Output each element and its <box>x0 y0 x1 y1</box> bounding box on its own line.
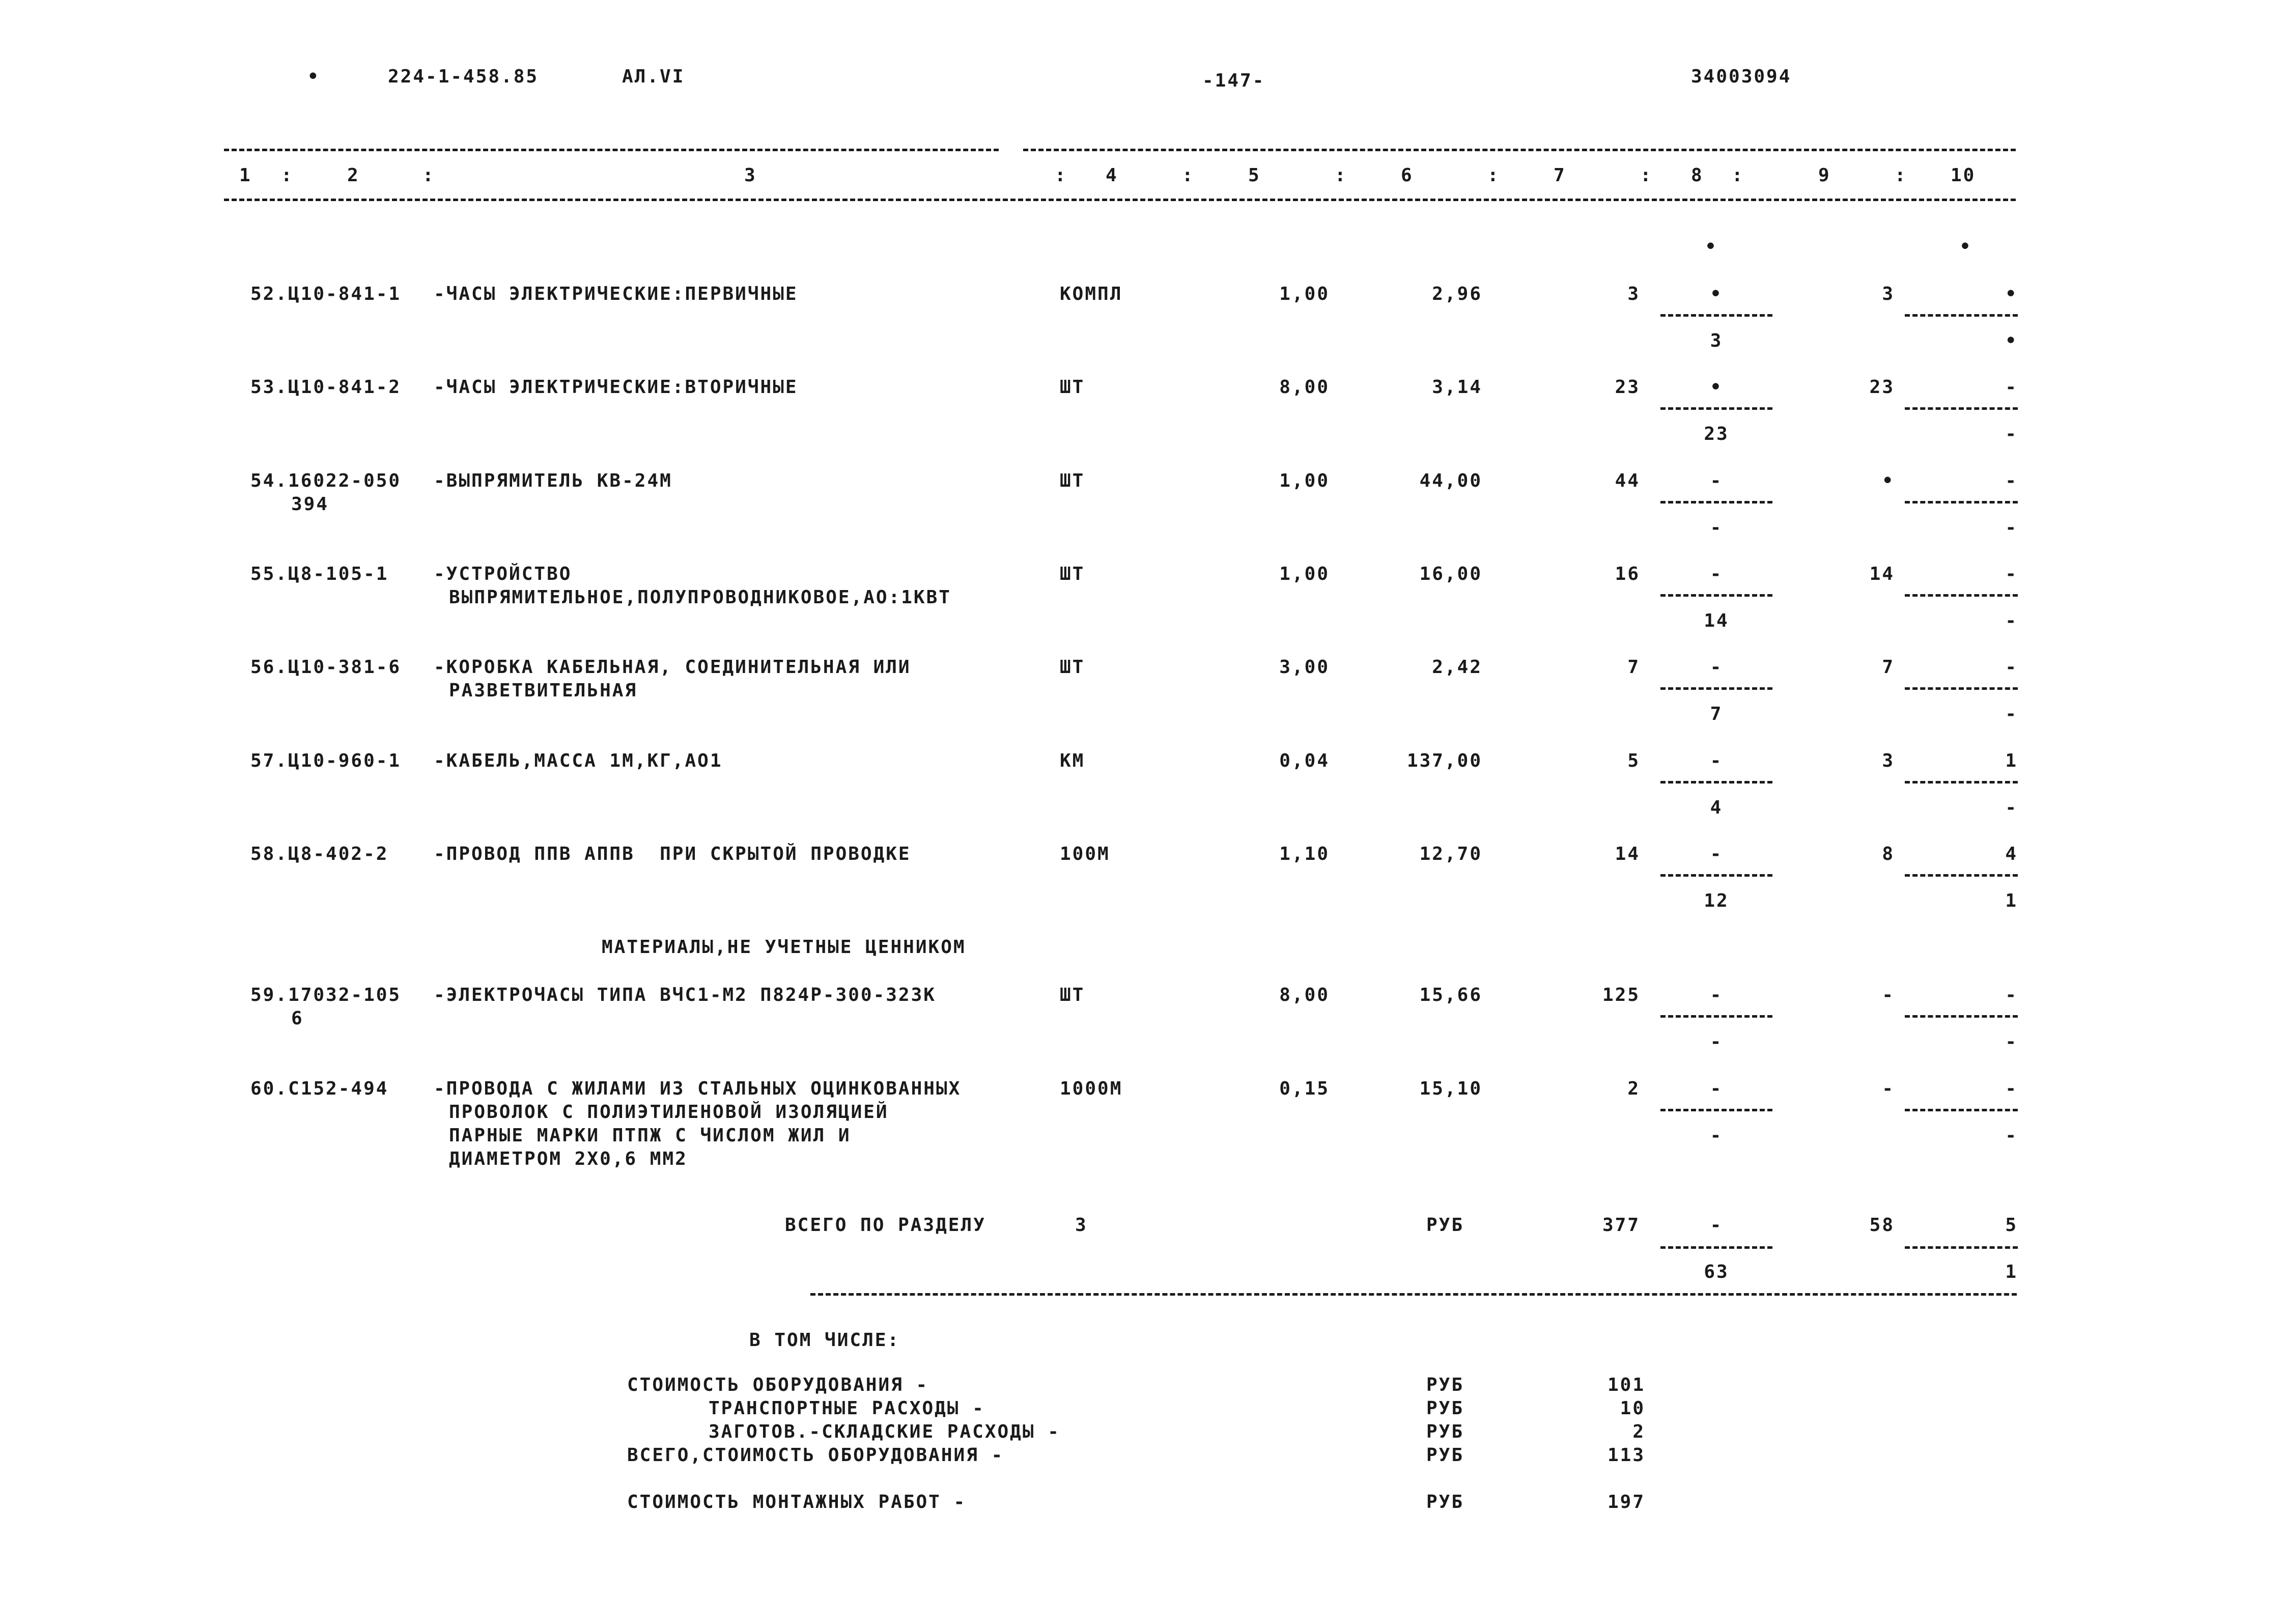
item-col10-bottom: - <box>2005 610 2018 631</box>
item-unit-price: 16,00 <box>1419 564 1482 584</box>
item-name-line: -ЧАСЫ ЭЛЕКТРИЧЕСКИЕ:ПЕРВИЧНЫЕ <box>434 284 798 304</box>
page-number: -147- <box>1202 70 1265 91</box>
summary-warehouse-label: ЗАГОТОВ.-СКЛАДСКИЕ РАСХОДЫ - <box>709 1421 1060 1442</box>
item-col9: 3 <box>1882 750 1895 771</box>
item-code-suffix: 394 <box>291 494 329 515</box>
item-col10-bottom: - <box>2005 1031 2018 1052</box>
item-name-line: -ЭЛЕКТРОЧАСЫ ТИПА ВЧС1-М2 П824Р-300-323К <box>434 985 936 1005</box>
item-col8-bottom: 3 <box>1710 330 1723 351</box>
item-name-line: РАЗВЕТВИТЕЛЬНАЯ <box>449 680 638 701</box>
summary-equipment-cost-label: СТОИМОСТЬ ОБОРУДОВАНИЯ - <box>627 1375 929 1395</box>
item-col10-top: - <box>2005 470 2018 491</box>
item-name-line: ДИАМЕТРОМ 2Х0,6 ММ2 <box>449 1149 688 1169</box>
summary-installation-value: 197 <box>1607 1492 1645 1513</box>
item-col10-bottom: - <box>2005 1125 2018 1146</box>
fraction-line <box>1905 594 2018 597</box>
column-separator: : <box>1640 165 1653 186</box>
item-code: 60.С152-494 <box>250 1078 389 1099</box>
item-name-line: -ВЫПРЯМИТЕЛЬ КВ-24М <box>434 470 672 491</box>
item-code: 53.Ц10-841-2 <box>250 377 402 398</box>
item-name-line: -ПРОВОДА С ЖИЛАМИ ИЗ СТАЛЬНЫХ ОЦИНКОВАННЫХ <box>434 1078 962 1099</box>
summary-installation-unit: РУБ <box>1426 1492 1464 1513</box>
fraction-line <box>1905 874 2018 877</box>
fraction-line <box>1660 501 1772 503</box>
item-unit-price: 137,00 <box>1406 750 1482 771</box>
fraction-line <box>1660 407 1772 410</box>
item-col9: 23 <box>1869 377 1895 398</box>
fraction-line <box>1905 1109 2018 1111</box>
item-unit: ШТ <box>1060 470 1085 491</box>
item-total: 125 <box>1602 985 1640 1005</box>
column-separator: : <box>422 165 435 186</box>
item-name-line: -КАБЕЛЬ,МАССА 1М,КГ,АО1 <box>434 750 723 771</box>
column-separator: : <box>1182 165 1195 186</box>
summary-transport-label: ТРАНСПОРТНЫЕ РАСХОДЫ - <box>709 1398 985 1419</box>
item-unit-price: 15,10 <box>1419 1078 1482 1099</box>
fraction-line <box>1905 407 2018 410</box>
fraction-line <box>1905 1015 2018 1018</box>
item-col10-top: - <box>2005 657 2018 678</box>
item-code: 55.Ц8-105-1 <box>250 564 389 584</box>
item-col10-bottom: 1 <box>2005 890 2018 911</box>
section-total-sum: 377 <box>1602 1215 1640 1236</box>
item-total: 5 <box>1627 750 1640 771</box>
item-code-suffix: 6 <box>291 1008 304 1029</box>
fraction-line <box>1660 314 1772 317</box>
item-col10-top: - <box>2005 564 2018 584</box>
column-10-top-mark: • <box>1959 236 1972 257</box>
item-col8-bottom: 4 <box>1710 797 1723 818</box>
item-col8-bottom: - <box>1710 1031 1723 1052</box>
item-col8-bottom: 12 <box>1704 890 1729 911</box>
item-name-line: -КОРОБКА КАБЕЛЬНАЯ, СОЕДИНИТЕЛЬНАЯ ИЛИ <box>434 657 911 678</box>
item-quantity: 0,15 <box>1279 1078 1330 1099</box>
header-top-rule-right <box>1023 149 2016 151</box>
fraction-line <box>1905 687 2018 690</box>
item-col9: - <box>1882 985 1895 1005</box>
item-col8-bottom: 7 <box>1710 704 1723 724</box>
column-number-2: 2 <box>347 165 360 186</box>
summary-equipment-total-label: ВСЕГО,СТОИМОСТЬ ОБОРУДОВАНИЯ - <box>627 1445 1004 1466</box>
item-total: 3 <box>1627 284 1640 304</box>
item-unit-price: 2,96 <box>1432 284 1482 304</box>
item-col8-bottom: 14 <box>1704 610 1729 631</box>
item-unit-price: 3,14 <box>1432 377 1482 398</box>
summary-transport-value: 10 <box>1620 1398 1645 1419</box>
fraction-line <box>1905 781 2018 783</box>
column-separator: : <box>1055 165 1067 186</box>
column-separator: : <box>1732 165 1744 186</box>
fraction-line <box>1660 874 1772 877</box>
section-total-number: 3 <box>1075 1215 1088 1236</box>
item-col10-top: - <box>2005 377 2018 398</box>
column-number-10: 10 <box>1951 165 1976 186</box>
item-col8-bottom: 23 <box>1704 424 1729 444</box>
item-col8-top: - <box>1710 470 1723 491</box>
item-unit-price: 15,66 <box>1419 985 1482 1005</box>
fraction-line <box>1905 501 2018 503</box>
item-code: 58.Ц8-402-2 <box>250 844 389 864</box>
fraction-line <box>1660 1015 1772 1018</box>
album-number: АЛ.VI <box>622 66 685 87</box>
item-name-line: -ЧАСЫ ЭЛЕКТРИЧЕСКИЕ:ВТОРИЧНЫЕ <box>434 377 798 398</box>
item-col9: • <box>1882 470 1895 491</box>
item-unit: 100М <box>1060 844 1110 864</box>
item-unit: 1000М <box>1060 1078 1123 1099</box>
item-unit: КОМПЛ <box>1060 284 1123 304</box>
column-number-7: 7 <box>1554 165 1566 186</box>
item-col8-bottom: - <box>1710 517 1723 538</box>
section-total-col10-bottom: 1 <box>2005 1262 2018 1282</box>
item-quantity: 8,00 <box>1279 377 1330 398</box>
item-name-line: ВЫПРЯМИТЕЛЬНОЕ,ПОЛУПРОВОДНИКОВОЕ,АО:1КВТ <box>449 587 951 608</box>
item-col10-bottom: - <box>2005 797 2018 818</box>
item-col10-top: • <box>2005 284 2018 304</box>
fraction-line <box>1660 781 1772 783</box>
summary-warehouse-unit: РУБ <box>1426 1421 1464 1442</box>
item-col10-top: 1 <box>2005 750 2018 771</box>
item-quantity: 1,10 <box>1279 844 1330 864</box>
item-col8-top: - <box>1710 1078 1723 1099</box>
item-quantity: 1,00 <box>1279 284 1330 304</box>
sheet-code: 34003094 <box>1691 66 1792 87</box>
item-col9: 3 <box>1882 284 1895 304</box>
item-col9: - <box>1882 1078 1895 1099</box>
column-number-4: 4 <box>1106 165 1118 186</box>
item-col10-bottom: • <box>2005 330 2018 351</box>
summary-warehouse-value: 2 <box>1632 1421 1645 1442</box>
item-col10-bottom: - <box>2005 517 2018 538</box>
fraction-line <box>1660 1109 1772 1111</box>
header-bottom-rule <box>224 199 2016 201</box>
summary-transport-unit: РУБ <box>1426 1398 1464 1419</box>
item-col10-top: 4 <box>2005 844 2018 864</box>
document-code: 224-1-458.85 <box>388 66 539 87</box>
column-number-8: 8 <box>1691 165 1704 186</box>
summary-equipment-cost-unit: РУБ <box>1426 1375 1464 1395</box>
item-total: 14 <box>1615 844 1640 864</box>
item-unit: ШТ <box>1060 377 1085 398</box>
column-separator: : <box>1895 165 1907 186</box>
fraction-line <box>1660 1246 1772 1249</box>
item-code: 54.16022-050 <box>250 470 402 491</box>
item-total: 16 <box>1615 564 1640 584</box>
summary-heading: В ТОМ ЧИСЛЕ: <box>749 1330 900 1351</box>
item-name-line: -УСТРОЙСТВО <box>434 564 572 584</box>
item-name-line: ПАРНЫЕ МАРКИ ПТПЖ С ЧИСЛОМ ЖИЛ И <box>449 1125 851 1146</box>
item-quantity: 1,00 <box>1279 470 1330 491</box>
item-code: 56.Ц10-381-6 <box>250 657 402 678</box>
section-total-label: ВСЕГО ПО РАЗДЕЛУ <box>785 1215 986 1236</box>
fraction-line <box>1660 687 1772 690</box>
section-total-rule <box>810 1293 2017 1296</box>
item-code: 59.17032-105 <box>250 985 402 1005</box>
item-col10-bottom: - <box>2005 424 2018 444</box>
section-total-unit: РУБ <box>1426 1215 1464 1236</box>
item-quantity: 0,04 <box>1279 750 1330 771</box>
item-col8-top: - <box>1710 750 1723 771</box>
column-separator: : <box>281 165 294 186</box>
fraction-line <box>1905 314 2018 317</box>
item-unit-price: 44,00 <box>1419 470 1482 491</box>
item-col8-top: - <box>1710 844 1723 864</box>
summary-equipment-total-unit: РУБ <box>1426 1445 1464 1466</box>
column-number-5: 5 <box>1248 165 1261 186</box>
item-total: 23 <box>1615 377 1640 398</box>
item-col8-top: • <box>1710 284 1723 304</box>
item-col8-top: • <box>1710 377 1723 398</box>
column-number-1: 1 <box>239 165 252 186</box>
summary-installation-label: СТОИМОСТЬ МОНТАЖНЫХ РАБОТ - <box>627 1492 967 1513</box>
item-col9: 14 <box>1869 564 1895 584</box>
item-unit-price: 2,42 <box>1432 657 1482 678</box>
item-col8-top: - <box>1710 985 1723 1005</box>
section-total-col9: 58 <box>1869 1215 1895 1236</box>
item-col9: 8 <box>1882 844 1895 864</box>
item-col10-top: - <box>2005 985 2018 1005</box>
column-separator: : <box>1487 165 1500 186</box>
materials-heading: МАТЕРИАЛЫ,НЕ УЧЕТНЫЕ ЦЕННИКОМ <box>602 937 966 958</box>
column-number-3: 3 <box>744 165 757 186</box>
column-separator: : <box>1335 165 1347 186</box>
item-col10-top: - <box>2005 1078 2018 1099</box>
item-unit: ШТ <box>1060 985 1085 1005</box>
item-unit: ШТ <box>1060 657 1085 678</box>
summary-equipment-total-value: 113 <box>1607 1445 1645 1466</box>
item-col8-top: - <box>1710 564 1723 584</box>
summary-equipment-cost-value: 101 <box>1607 1375 1645 1395</box>
item-name-line: ПРОВОЛОК С ПОЛИЭТИЛЕНОВОЙ ИЗОЛЯЦИЕЙ <box>449 1102 889 1123</box>
item-col9: 7 <box>1882 657 1895 678</box>
item-col8-top: - <box>1710 657 1723 678</box>
item-total: 2 <box>1627 1078 1640 1099</box>
section-total-col10-top: 5 <box>2005 1215 2018 1236</box>
item-quantity: 1,00 <box>1279 564 1330 584</box>
item-col10-bottom: - <box>2005 704 2018 724</box>
item-quantity: 3,00 <box>1279 657 1330 678</box>
item-unit-price: 12,70 <box>1419 844 1482 864</box>
item-name-line: -ПРОВОД ППВ АППВ ПРИ СКРЫТОЙ ПРОВОДКЕ <box>434 844 911 864</box>
item-total: 7 <box>1627 657 1640 678</box>
column-number-9: 9 <box>1818 165 1831 186</box>
item-code: 57.Ц10-960-1 <box>250 750 402 771</box>
item-code: 52.Ц10-841-1 <box>250 284 402 304</box>
item-unit: ШТ <box>1060 564 1085 584</box>
fraction-line <box>1905 1246 2018 1249</box>
item-col8-bottom: - <box>1710 1125 1723 1146</box>
item-total: 44 <box>1615 470 1640 491</box>
section-total-col8-top: - <box>1710 1215 1723 1236</box>
column-number-6: 6 <box>1401 165 1414 186</box>
item-quantity: 8,00 <box>1279 985 1330 1005</box>
fraction-line <box>1660 594 1772 597</box>
header-marker: • <box>307 66 320 87</box>
item-unit: КМ <box>1060 750 1085 771</box>
column-8-top-mark: • <box>1705 236 1718 257</box>
header-top-rule-left <box>224 149 999 151</box>
section-total-col8-bottom: 63 <box>1704 1262 1729 1282</box>
